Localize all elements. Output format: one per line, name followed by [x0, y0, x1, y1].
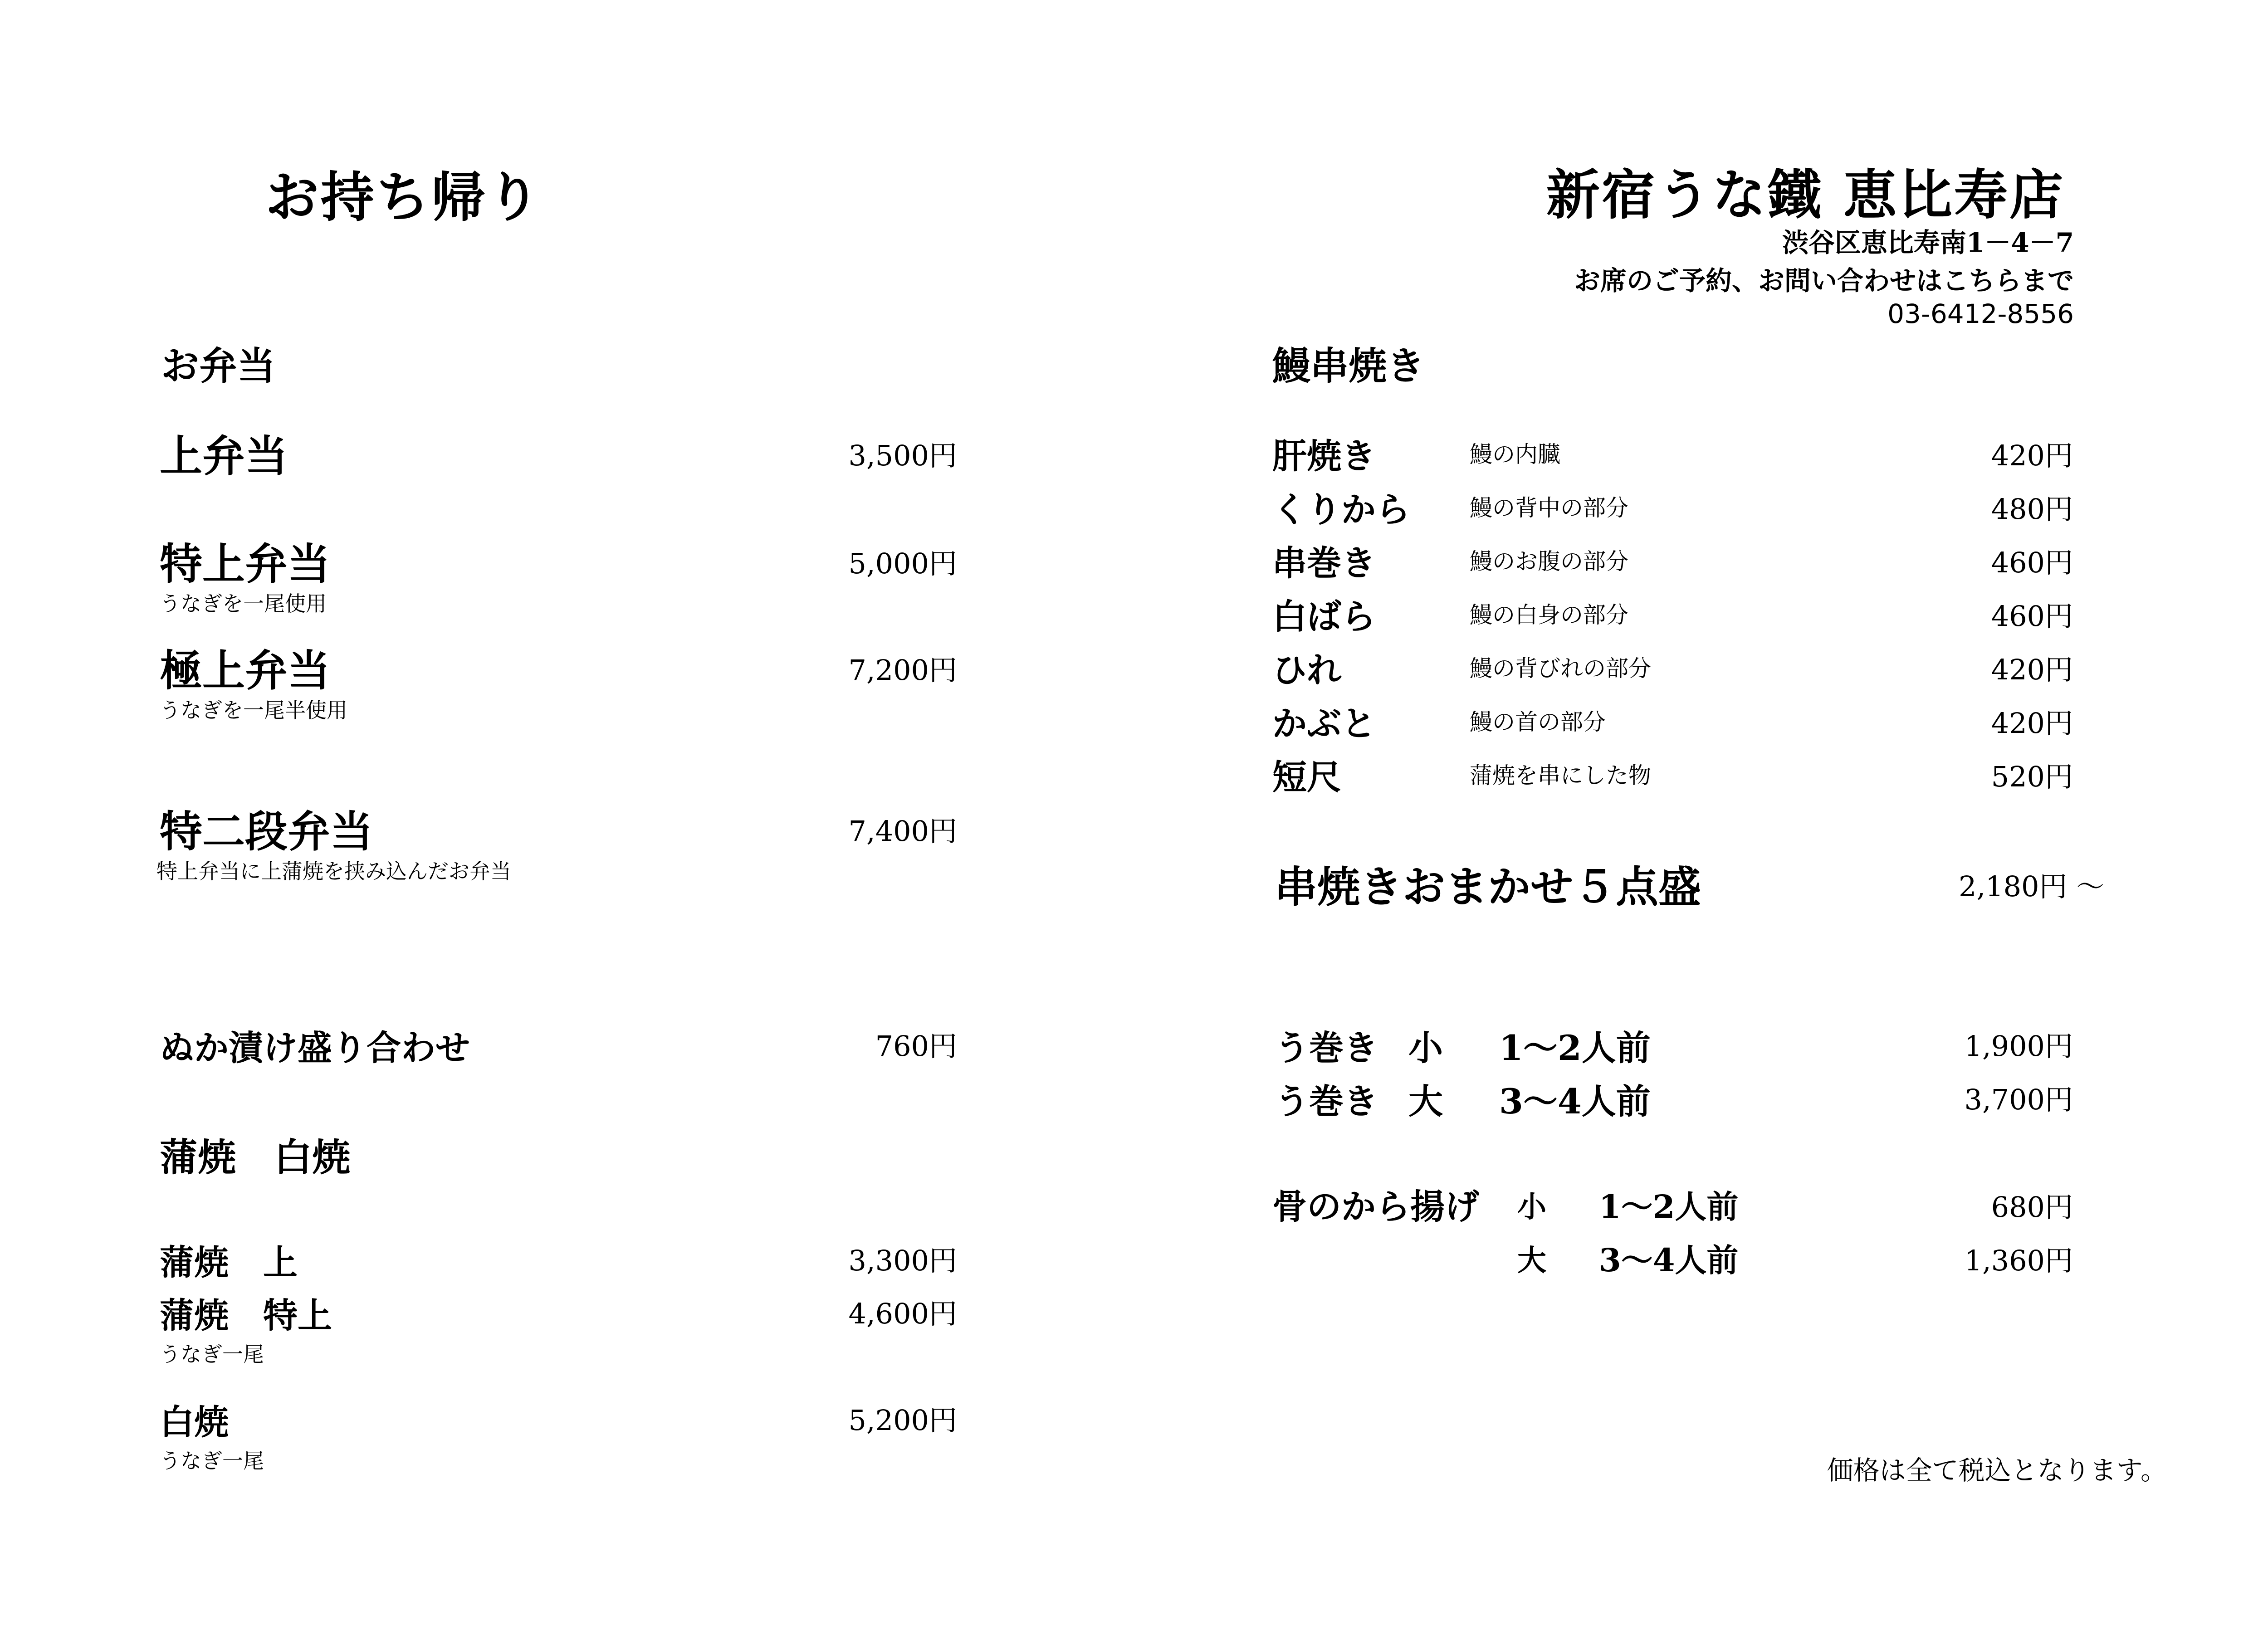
kabayaki-note: うなぎ一尾 — [160, 1449, 264, 1473]
kushiyaki-header: 鰻串焼き — [1272, 343, 1425, 388]
takeout-title: お持ち帰り — [265, 166, 543, 229]
omakase-name: 串焼きおまかせ５点盛 — [1275, 862, 1701, 912]
bento-price: 7,400円 — [848, 815, 957, 848]
bone-size: 小 — [1517, 1190, 1546, 1224]
kushiyaki-price: 520円 — [1991, 760, 2073, 793]
kushiyaki-price: 460円 — [1991, 546, 2073, 579]
kabayaki-price: 3,300円 — [848, 1244, 957, 1277]
bento-name: 上弁当 — [160, 431, 288, 481]
umaki-servings: 3～4人前 — [1499, 1081, 1651, 1122]
umaki-price: 3,700円 — [1964, 1083, 2073, 1116]
bone-servings: 3～4人前 — [1599, 1241, 1739, 1279]
bento-price: 3,500円 — [848, 439, 957, 472]
bone-price: 680円 — [1991, 1191, 2073, 1224]
kabayaki-note: うなぎ一尾 — [160, 1342, 264, 1367]
omakase-price: 2,180円 ～ — [1959, 870, 2105, 903]
kushiyaki-desc: 蒲焼を串にした物 — [1470, 762, 1651, 789]
umaki-name: う巻き — [1275, 1081, 1378, 1122]
kushiyaki-desc: 鰻のお腹の部分 — [1470, 548, 1628, 575]
kushiyaki-name: 肝焼き — [1272, 436, 1376, 476]
kushiyaki-desc: 鰻の内臓 — [1470, 441, 1560, 468]
kabayaki-price: 4,600円 — [848, 1297, 957, 1330]
bone-servings: 1～2人前 — [1599, 1188, 1739, 1225]
umaki-name: う巻き — [1275, 1028, 1378, 1068]
kushiyaki-desc: 鰻の背中の部分 — [1470, 495, 1628, 521]
kushiyaki-name: ひれ — [1272, 650, 1341, 690]
bento-price: 7,200円 — [848, 654, 957, 687]
bento-name: 特上弁当 — [160, 539, 331, 589]
kushiyaki-price: 420円 — [1991, 439, 2073, 472]
shop-name: 新宿うな鐵 恵比寿店 — [1546, 163, 2065, 226]
umaki-size: 小 — [1408, 1028, 1443, 1068]
kushiyaki-desc: 鰻の白身の部分 — [1470, 602, 1628, 628]
umaki-price: 1,900円 — [1964, 1030, 2073, 1063]
kabayaki-name: 白焼 — [160, 1402, 229, 1442]
bone-size: 大 — [1517, 1244, 1546, 1278]
kabayaki-price: 5,200円 — [848, 1404, 957, 1437]
kushiyaki-name: 短尺 — [1272, 757, 1341, 797]
shop-address: 渋谷区恵比寿南1－4－7 — [1782, 227, 2074, 258]
bento-note: 特上弁当に上蒲焼を挟み込んだお弁当 — [156, 859, 511, 883]
kushiyaki-price: 420円 — [1991, 707, 2073, 740]
kabayaki-name: 蒲焼 特上 — [160, 1295, 332, 1336]
kabayaki-header: 蒲焼 白焼 — [160, 1135, 351, 1180]
bento-name: 極上弁当 — [160, 646, 331, 696]
reservation-note: お席のご予約、お問い合わせはこちらまで — [1574, 265, 2074, 296]
shop-phone: 03-6412-8556 — [1887, 298, 2074, 329]
kushiyaki-desc: 鰻の首の部分 — [1470, 709, 1606, 735]
kushiyaki-name: くりから — [1272, 489, 1410, 530]
umaki-servings: 1～2人前 — [1499, 1028, 1651, 1068]
kushiyaki-desc: 鰻の背びれの部分 — [1470, 655, 1651, 682]
bento-name: 特二段弁当 — [160, 807, 373, 857]
bento-note: うなぎを一尾使用 — [160, 591, 327, 616]
kushiyaki-name: 白ばら — [1272, 596, 1376, 637]
bone-price: 1,360円 — [1964, 1244, 2073, 1277]
kushiyaki-price: 460円 — [1991, 600, 2073, 633]
kushiyaki-price: 420円 — [1991, 653, 2073, 686]
bento-price: 5,000円 — [848, 547, 957, 580]
bone-name: 骨のから揚げ — [1272, 1186, 1479, 1227]
nuka-name: ぬか漬け盛り合わせ — [160, 1028, 470, 1068]
nuka-price: 760円 — [875, 1030, 957, 1063]
bento-header: お弁当 — [161, 343, 276, 388]
kushiyaki-price: 480円 — [1991, 493, 2073, 526]
umaki-size: 大 — [1408, 1081, 1443, 1122]
bento-note: うなぎを一尾半使用 — [160, 698, 347, 722]
kushiyaki-name: 串巻き — [1272, 543, 1376, 583]
kushiyaki-name: かぶと — [1272, 703, 1376, 744]
tax-note: 価格は全て税込となります。 — [1827, 1455, 2167, 1486]
kabayaki-name: 蒲焼 上 — [160, 1242, 298, 1283]
